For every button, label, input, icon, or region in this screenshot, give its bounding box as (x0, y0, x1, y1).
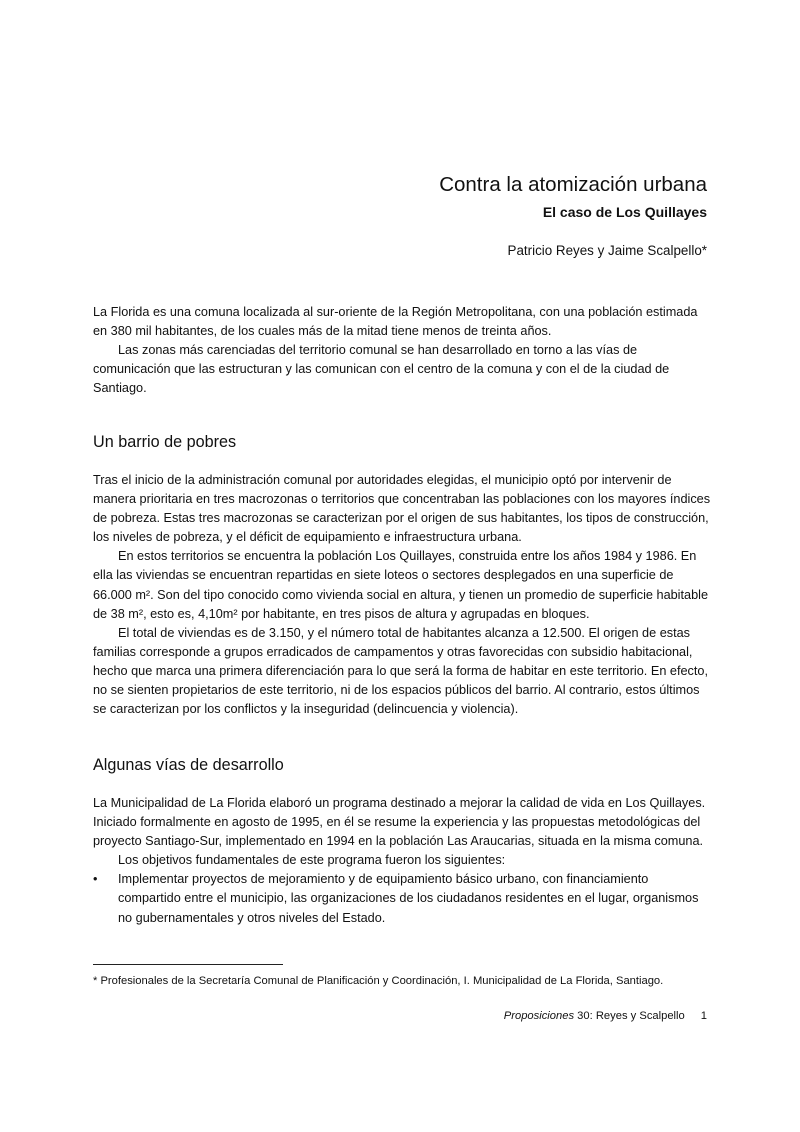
intro-paragraph-1: La Florida es una comuna localizada al sur-oriente de la Región Metropolitana, con una población estimada en 380 mil habitantes, de los cuales más de la mitad tiene menos de treinta años. (93, 305, 698, 339)
section1-paragraph-1: Tras el inicio de la administración comunal por autoridades elegidas, el municipio optó por intervenir de manera prioritaria en tres macrozonas o territorios que concentraban las poblaciones con los mayores índices de pobreza. Estas tres macrozonas se caracterizan por el origen de sus habitantes, los tipos de construcción, los niveles de pobreza, y el déficit de equipamiento e infraestructura urbana. (93, 473, 711, 545)
intro-section (93, 303, 713, 398)
journal-name: Proposiciones (503, 1010, 575, 1022)
section1-paragraph-3: El total de viviendas es de 3.150, y el número total de habitantes alcanza a 12.500. El origen de estas familias corresponde a grupos erradicados de campamentos y otras favorecidas con subsidio habitacional, hecho que marca una primera diferenciación para lo que será la forma de habitar en este territorio. En efecto, no se sienten propietarios de este territorio, ni de los espacios públicos del barrio. Al contrario, estos últimos se caracterizan por los conflictos y la inseguridad (delincuencia y violencia). (93, 625, 708, 717)
list-item (93, 870, 713, 927)
section-heading-1: Un barrio de pobres (93, 433, 237, 451)
section1-paragraph-2: En estos territorios se encuentra la población Los Quillayes, construida entre los años 1984 y 1986. En ella las viviendas se encuentran repartidas en siete loteos o sectores desplegados en una superficie de 66.000 m². Son del tipo conocido como vivienda social en altura, y tienen un promedio de superficie habitable de 38 m², esto es, 4,10m² por habitante, en tres pisos de altura y agrupadas en bloques. (93, 549, 709, 621)
article-subtitle: El caso de Los Quillayes (542, 204, 707, 220)
section2-paragraph-2: Los objetivos fundamentales de este programa fueron los siguientes: (118, 853, 506, 868)
intro-paragraph-2: Las zonas más carenciadas del territorio comunal se han desarrollado en torno a las vías de comunicación que las estructuran y las comunican con el centro de la comuna y con el de la ciudad de Santiago. (93, 343, 670, 396)
page-number: 1 (700, 1010, 707, 1022)
footer-citation: 30: Reyes y Scalpello (574, 1010, 685, 1022)
list-item-text: Implementar proyectos de mejoramiento y de equipamiento básico urbano, con financiamiento compartido entre el municipio, las organizaciones de los ciudadanos residentes en el lugar, organismos no gubernamentales y otros niveles del Estado. (118, 872, 699, 925)
section-algunas-vias-de-desarrollo (93, 754, 713, 928)
section2-paragraph-1: La Municipalidad de La Florida elaboró un programa destinado a mejorar la calidad de vida en Los Quillayes. Iniciado formalmente en agosto de 1995, en él se resume la experiencia y las propuestas metodológicas del proyecto Santiago-Sur, implementado en 1994 en la población Las Araucarias, situada en la misma comuna. (93, 796, 706, 849)
page-footer (504, 1008, 707, 1024)
article-title: Contra la atomización urbana (439, 173, 707, 196)
article-authors: Patricio Reyes y Jaime Scalpello* (507, 243, 707, 258)
footnote: * Profesionales de la Secretaría Comunal de Planificación y Coordinación, I. Municipalidad de La Florida, Santiago. (93, 975, 664, 987)
section-un-barrio-de-pobres (93, 431, 713, 719)
article-header (439, 172, 707, 260)
footnote-divider (93, 964, 283, 965)
bullet-icon: • (93, 872, 98, 887)
section-heading-2: Algunas vías de desarrollo (93, 756, 284, 774)
